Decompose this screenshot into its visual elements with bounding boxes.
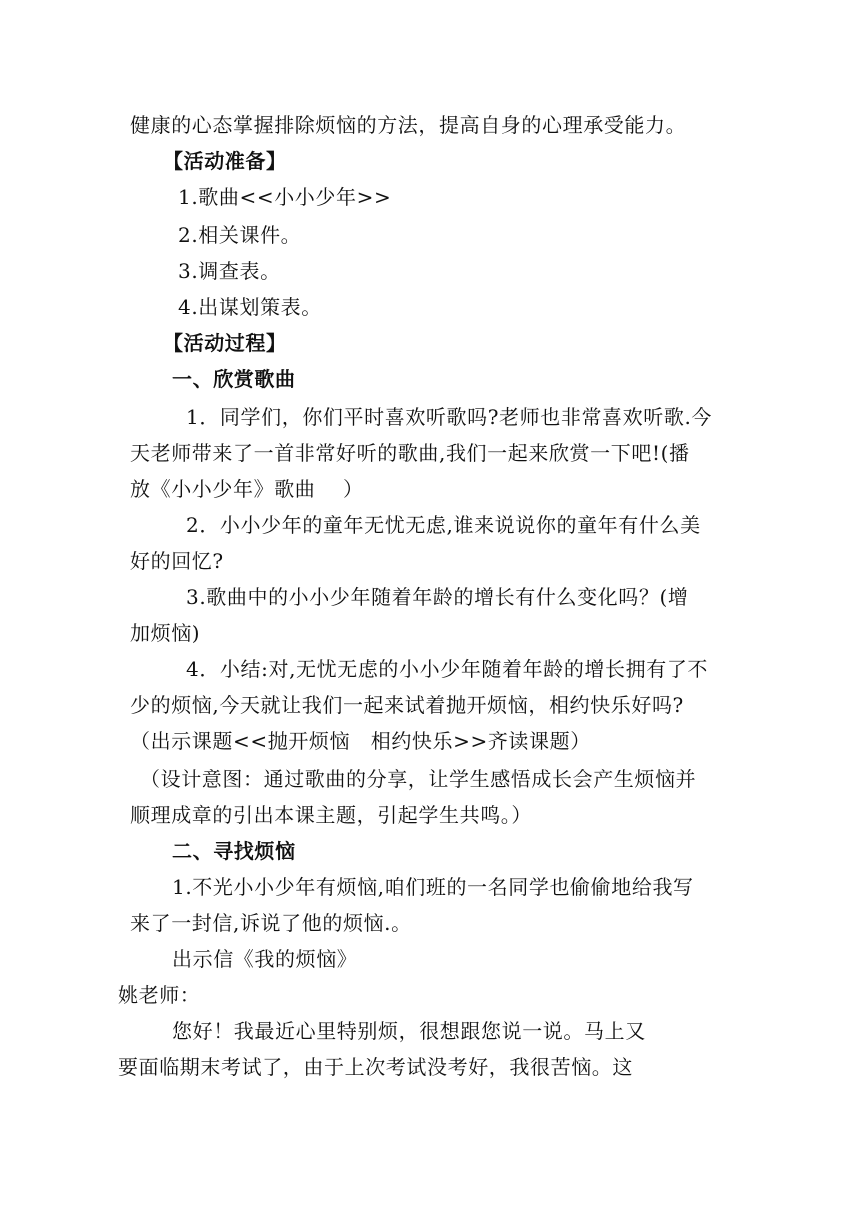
paragraph-line: 4．小结:对,无忧无虑的小小少年随着年龄的增长拥有了不 [186, 657, 709, 681]
list-item-prep-4: 4.出谋划策表。 [178, 295, 322, 319]
heading-activity-process: 【活动过程】 [163, 331, 287, 355]
paragraph-line: 放《小小少年》歌曲 ） [130, 477, 364, 501]
paragraph-line: 来了一封信,诉说了他的烦恼.。 [130, 911, 412, 935]
letter-title-line: 出示信《我的烦恼》 [172, 947, 358, 971]
list-item-prep-1: 1.歌曲<<小小少年>> [178, 185, 392, 209]
paragraph-line: 2．小小少年的童年无忧无虑,谁来说说你的童年有什么美 [186, 513, 701, 537]
paragraph-line: 3.歌曲中的小小少年随着年龄的增长有什么变化吗？(增 [186, 585, 689, 609]
letter-body-line: 您好！我最近心里特别烦，很想跟您说一说。马上又 [172, 1019, 646, 1043]
paragraph-line: （出示课题<<抛开烦恼 相约快乐>>齐读课题） [130, 729, 591, 753]
list-item-prep-2: 2.相关课件。 [178, 223, 302, 247]
heading-activity-preparation: 【活动准备】 [163, 149, 287, 173]
section-heading-song: 一、欣赏歌曲 [172, 367, 296, 391]
paragraph-line: 好的回忆? [130, 549, 224, 573]
design-intent-note: 顺理成章的引出本课主题，引起学生共鸣。） [130, 803, 532, 827]
letter-salutation: 姚老师： [118, 983, 201, 1007]
paragraph-line: 加烦恼) [130, 621, 201, 645]
list-item-prep-3: 3.调查表。 [178, 259, 281, 283]
section-heading-find-troubles: 二、寻找烦恼 [172, 839, 296, 863]
paragraph-line: 1．同学们，你们平时喜欢听歌吗?老师也非常喜欢听歌.今 [186, 405, 713, 429]
paragraph-line: 天老师带来了一首非常好听的歌曲,我们一起来欣赏一下吧!(播 [130, 441, 690, 465]
paragraph-line: 少的烦恼,今天就让我们一起来试着抛开烦恼，相约快乐好吗? [130, 693, 684, 717]
text-line-intro-goal: 健康的心态掌握排除烦恼的方法，提高自身的心理承受能力。 [130, 113, 687, 137]
design-intent-note: （设计意图：通过歌曲的分享，让学生感悟成长会产生烦恼并 [140, 767, 697, 791]
letter-body-line: 要面临期末考试了，由于上次考试没考好，我很苦恼。这 [118, 1055, 633, 1079]
paragraph-line: 1.不光小小少年有烦恼,咱们班的一名同学也偷偷地给我写 [172, 875, 694, 899]
